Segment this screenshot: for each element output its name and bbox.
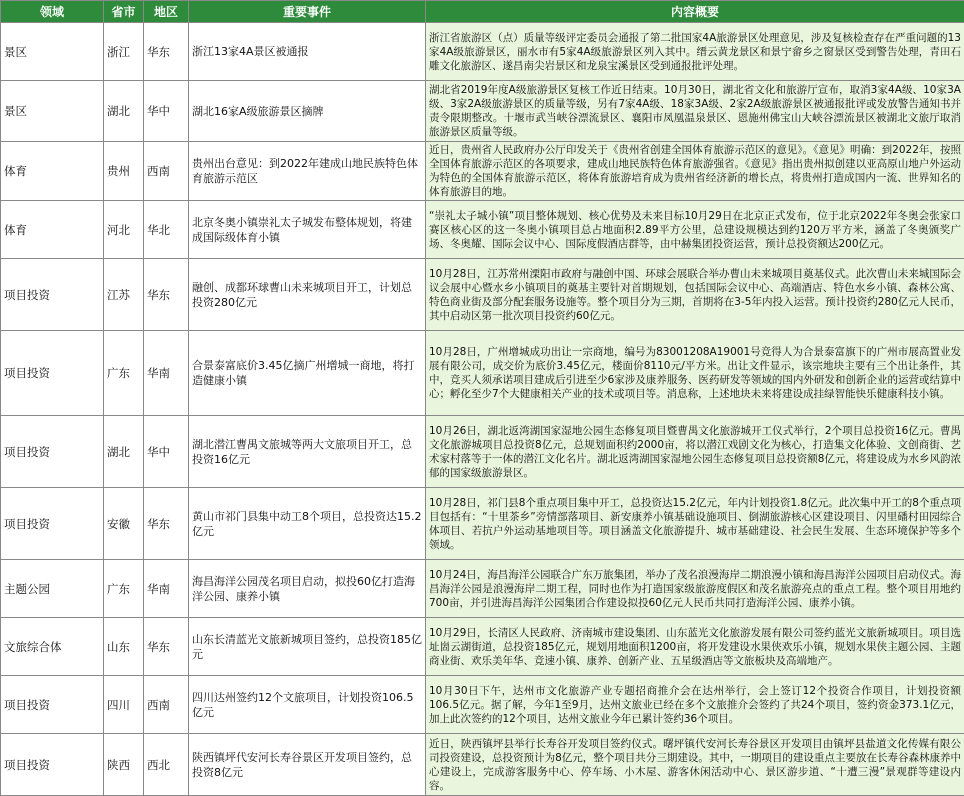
- cell-event: [189, 331, 426, 416]
- cell-region-text: 华东: [147, 640, 185, 654]
- cell-province-text: 广东: [107, 582, 140, 596]
- table-row: [1, 23, 964, 81]
- cell-province-text: 浙江: [107, 45, 140, 59]
- cell-region-text: 西北: [147, 758, 185, 772]
- cell-domain: [1, 676, 104, 734]
- cell-domain: [1, 560, 104, 618]
- table-body: [1, 23, 964, 796]
- cell-domain: [1, 81, 104, 142]
- cell-domain-text: 项目投资: [4, 517, 100, 531]
- cell-event-text: 黄山市祁门县集中动工8个项目，总投资达15.2亿元: [192, 509, 422, 539]
- table-row: [1, 259, 964, 331]
- cell-province-text: 贵州: [107, 164, 140, 178]
- cell-domain-text: 文旅综合体: [4, 640, 100, 654]
- cell-event-text: 四川达州签约12个文旅项目，计划投资106.5亿元: [192, 690, 422, 720]
- cell-summary-text: 10月24日，海昌海洋公园联合广东万旅集团，举办了茂名浪漫海岸二期浪漫小镇和海昌海洋公园项目启动仪式。海昌海洋公园是浪漫海岸二期工程，同时也作为打造国家级旅游度假区和茂名旅游亮点的重点工程。整个项目用地约700亩，并引进海昌海洋公园集团合作建设拟投60亿元人民币共同打造海洋公园、康养小镇。: [429, 568, 961, 610]
- cell-province: [104, 331, 144, 416]
- cell-domain-text: 项目投资: [4, 445, 100, 459]
- cell-region: [144, 201, 189, 259]
- cell-summary-text: 10月29日，长清区人民政府、济南城市建设集团、山东蓝光文化旅游发展有限公司签约蓝光文旅新城项目。项目选址崮云湖街道，总投资185亿元，规划用地面积1200亩，将开发建设水果侠欢乐小镇，规划水果侠主题公园、主题商业街、欢乐美年华、竞速小镇、康养、创新产业、五星级酒店等文旅板块及高端地产。: [429, 626, 961, 668]
- table-row: [1, 416, 964, 488]
- cell-summary-text: 近日，陕西镇坪县举行长寿谷开发项目签约仪式。曙坪镇代安河长寿谷景区开发项目由镇坪县盐道文化传媒有限公司投资建设，总投资预计为8亿元，整个项目共分三期建设。其中，一期项目的建设重点主要放在长寿谷森林康养中心建设上，完成游客服务中心、停车场、小木屋、游客休闲活动中心、景区游步道、“十遭三漫”景观群等建设内容。: [429, 737, 961, 793]
- cell-province-text: 湖北: [107, 445, 140, 459]
- cell-summary: [426, 734, 964, 796]
- cell-province-text: 陕西: [107, 758, 140, 772]
- cell-event-text: 山东长清蓝光文旅新城项目签约，总投资185亿元: [192, 632, 422, 662]
- cell-event-text: 融创、成都环球曹山未来城项目开工，计划总投资280亿元: [192, 280, 422, 310]
- cell-province: [104, 618, 144, 676]
- cell-domain: [1, 259, 104, 331]
- cell-domain: [1, 416, 104, 488]
- cell-event: [189, 734, 426, 796]
- cell-province: [104, 23, 144, 81]
- cell-province: [104, 201, 144, 259]
- cell-event-text: 浙江13家4A景区被通报: [192, 44, 422, 59]
- cell-summary-text: 10月28日，祁门县8个重点项目集中开工，总投资达15.2亿元，年内计划投资1.8亿元。此次集中开工的8个重点项目包括有：“十里茶乡”旁情部落项目、新安康养小镇基础设施项目、倒湖旅游核心区建设项目、闪里磻村田园综合体项目、若抗户外运动基地项目等。项目涵盖文化旅游提升、城市基础建设、社会民生发展、生态环境保护等多个领域。: [429, 496, 961, 552]
- cell-region: [144, 259, 189, 331]
- cell-domain: [1, 201, 104, 259]
- cell-summary: [426, 201, 964, 259]
- cell-province: [104, 81, 144, 142]
- cell-event-text: 合景泰富底价3.45亿摘广州增城一商地，将打造健康小镇: [192, 358, 422, 388]
- cell-summary: [426, 259, 964, 331]
- cell-province-text: 河北: [107, 223, 140, 237]
- cell-region: [144, 142, 189, 201]
- cell-summary-text: 浙江省旅游区（点）质量等级评定委员会通报了第二批国家4A旅游景区处理意见，涉及复核检查存在严重问题的13家4A级旅游景区，丽水市有5家4A级旅游景区列入其中。缙云黄龙景区和景宁畲乡之窗景区受到警告处理，青田石雕文化旅游区、遂昌南尖岩景区和龙泉宝溪景区受到通报批评处理。: [429, 31, 961, 73]
- cell-province: [104, 734, 144, 796]
- header-domain: 领域: [1, 1, 104, 23]
- cell-domain: [1, 734, 104, 796]
- cell-event-text: 陕西镇坪代安河长寿谷景区开发项目签约，总投资8亿元: [192, 750, 422, 780]
- cell-province-text: 安徽: [107, 517, 140, 531]
- cell-summary: [426, 81, 964, 142]
- cell-region: [144, 416, 189, 488]
- cell-region-text: 华北: [147, 223, 185, 237]
- cell-summary: [426, 23, 964, 81]
- cell-domain-text: 景区: [4, 45, 100, 59]
- cell-province-text: 江苏: [107, 288, 140, 302]
- table-row: [1, 560, 964, 618]
- cell-region: [144, 23, 189, 81]
- cell-event: [189, 618, 426, 676]
- table-row: [1, 734, 964, 796]
- table-row: [1, 81, 964, 142]
- cell-summary-text: 湖北省2019年度A级旅游景区复核工作近日结束。10月30日，湖北省文化和旅游厅宣布，取消3家4A级、10家3A级、3家2A级旅游景区的质量等级，另有7家4A级、18家3A级、2家2A级旅游景区被通报批评或发放警告通知书并责令限期整改。十堰市武当峡谷漂流景区、襄阳市凤凰温泉景区、恩施州佛宝山大峡谷漂流景区被湖北文旅厅取消旅游景区质量等级。: [429, 83, 961, 139]
- cell-province: [104, 416, 144, 488]
- cell-event: [189, 676, 426, 734]
- cell-event-text: 海昌海洋公园茂名项目启动，拟投60亿打造海洋公园、康养小镇: [192, 574, 422, 604]
- cell-event-text: 贵州出台意见：到2022年建成山地民族特色体育旅游示范区: [192, 156, 422, 186]
- cell-summary: [426, 416, 964, 488]
- cell-region-text: 华中: [147, 445, 185, 459]
- cell-province-text: 广东: [107, 366, 140, 380]
- table-row: [1, 201, 964, 259]
- cell-summary: [426, 331, 964, 416]
- cell-summary: [426, 142, 964, 201]
- cell-event: [189, 23, 426, 81]
- cell-event: [189, 259, 426, 331]
- cell-domain-text: 体育: [4, 223, 100, 237]
- cell-region: [144, 734, 189, 796]
- cell-region-text: 西南: [147, 698, 185, 712]
- cell-province-text: 山东: [107, 640, 140, 654]
- cell-region-text: 华南: [147, 366, 185, 380]
- cell-summary: [426, 488, 964, 560]
- cell-event: [189, 201, 426, 259]
- table-row: [1, 331, 964, 416]
- cell-domain-text: 项目投资: [4, 758, 100, 772]
- cell-event: [189, 416, 426, 488]
- cell-region: [144, 81, 189, 142]
- cell-event-text: 湖北16家A级旅游景区摘牌: [192, 104, 422, 119]
- cell-event: [189, 488, 426, 560]
- table-row: [1, 142, 964, 201]
- cell-region: [144, 488, 189, 560]
- table-row: [1, 676, 964, 734]
- header-summary: 内容概要: [426, 1, 964, 23]
- cell-province: [104, 142, 144, 201]
- table-row: [1, 618, 964, 676]
- cell-domain: [1, 488, 104, 560]
- cell-summary: [426, 676, 964, 734]
- cell-domain: [1, 142, 104, 201]
- cell-domain-text: 项目投资: [4, 288, 100, 302]
- cell-province-text: 湖北: [107, 104, 140, 118]
- cell-summary: [426, 618, 964, 676]
- header-event: 重要事件: [189, 1, 426, 23]
- cell-region: [144, 331, 189, 416]
- cell-domain-text: 项目投资: [4, 698, 100, 712]
- cell-region: [144, 618, 189, 676]
- cell-region-text: 西南: [147, 164, 185, 178]
- header-region: 地区: [144, 1, 189, 23]
- cell-event: [189, 560, 426, 618]
- cell-summary-text: 10月30日下午，达州市文化旅游产业专题招商推介会在达州举行，会上签订12个投资合作项目，计划投资额106.5亿元。据了解，今年1至9月，达州文旅业已经在多个文旅推介会签约了共24个项目，签约资金373.1亿元，加上此次签约的12个项目，达州文旅业今年已累计签约36个项目。: [429, 684, 961, 726]
- cell-region-text: 华东: [147, 288, 185, 302]
- header-row: [1, 1, 964, 23]
- table-row: [1, 488, 964, 560]
- cell-domain-text: 体育: [4, 164, 100, 178]
- cell-province: [104, 259, 144, 331]
- cell-summary-text: “崇礼太子城小镇”项目整体规划、核心优势及未来目标10月29日在北京正式发布，位于北京2022年冬奥会张家口赛区核心区的这一冬奥小镇项目总占地面积2.89平方公里，总建设规模达到约120万平方米，涵盖了冬奥颁奖广场、冬奥耀、国际会议中心、国际度假酒店群等，由中赫集团投资运营，预计总投资额达200亿元。: [429, 209, 961, 251]
- cell-domain-text: 项目投资: [4, 366, 100, 380]
- cell-region: [144, 560, 189, 618]
- cell-summary-text: 10月26日，湖北返湾湖国家湿地公园生态修复项目暨曹禺文化旅游城开工仪式举行，2个项目总投资16亿元。曹禺文化旅游城项目总投资8亿元，总规划面积约2000亩，将以潜江戏剧文化为核心，打造集文化体验、文创商街、艺术家村落等于一体的潜江文化名片。湖北返湾湖国家湿地公园生态修复项目总投资额8亿元，将建设成为水乡风韵浓郁的国家级旅游景区。: [429, 424, 961, 480]
- cell-domain-text: 主题公园: [4, 582, 100, 596]
- cell-domain: [1, 618, 104, 676]
- cell-province-text: 四川: [107, 698, 140, 712]
- cell-domain: [1, 23, 104, 81]
- cell-region-text: 华东: [147, 45, 185, 59]
- cell-domain-text: 景区: [4, 104, 100, 118]
- cell-province: [104, 488, 144, 560]
- cell-domain: [1, 331, 104, 416]
- cell-region-text: 华南: [147, 582, 185, 596]
- cell-summary-text: 10月28日，广州增城成功出让一宗商地，编号为83001208A19001号竞得人为合景泰富旗下的广州市展高置业发展有限公司，成交价为底价3.45亿元，楼面价8110元/平方米。出让文件显示，该宗地块主要有三个出让条件，其中，竞买人须承诺项目建成后引进至少6家涉及康养服务、医药研发等领域的国内外研发和创新企业的运营或结算中心；孵化至少7个大健康相关产业的技术或项目等。消息称，上述地块未来将建设成挂绿智能快乐健康科技小镇。: [429, 345, 961, 401]
- cell-summary-text: 10月28日，江苏常州溧阳市政府与融创中国、环球会展联合举办曹山未来城项目奠基仪式。此次曹山未来城国际会议会展中心暨水乡小镇项目的奠基主要针对首期规划，包括国际会议中心、高端酒店、特色水乡小镇、森林公寓、特色商业街及部分配套服务设施等。整个项目分为三期，首期将在3-5年内投入运营。预计投资约280亿元人民币，其中启动区第一批次项目投资约60亿元。: [429, 267, 961, 323]
- cell-region-text: 华中: [147, 104, 185, 118]
- cell-event-text: 湖北潜江曹禺文旅城等两大文旅项目开工，总投资16亿元: [192, 437, 422, 467]
- cell-summary: [426, 560, 964, 618]
- cell-province: [104, 676, 144, 734]
- cell-summary-text: 近日，贵州省人民政府办公厅印发关于《贵州省创建全国体育旅游示范区的意见》。《意见》明确：到2022年，按照全国体育旅游示范区的各项要求，建成山地民族特色体育旅游强省。《意见》指出贵州拟创建以亚高原山地户外运动为特色的全国体育旅游示范区，将体育旅游培育成为贵州省经济新的增长点，将贵州打造成国内一流、世界知名的体育旅游目的地。: [429, 143, 961, 199]
- cell-event: [189, 81, 426, 142]
- cell-event-text: 北京冬奥小镇崇礼太子城发布整体规划，将建成国际级体育小镇: [192, 215, 422, 245]
- cell-event: [189, 142, 426, 201]
- cell-province: [104, 560, 144, 618]
- cell-region-text: 华东: [147, 517, 185, 531]
- cell-region: [144, 676, 189, 734]
- header-province: 省市: [104, 1, 144, 23]
- table-header: [1, 1, 964, 23]
